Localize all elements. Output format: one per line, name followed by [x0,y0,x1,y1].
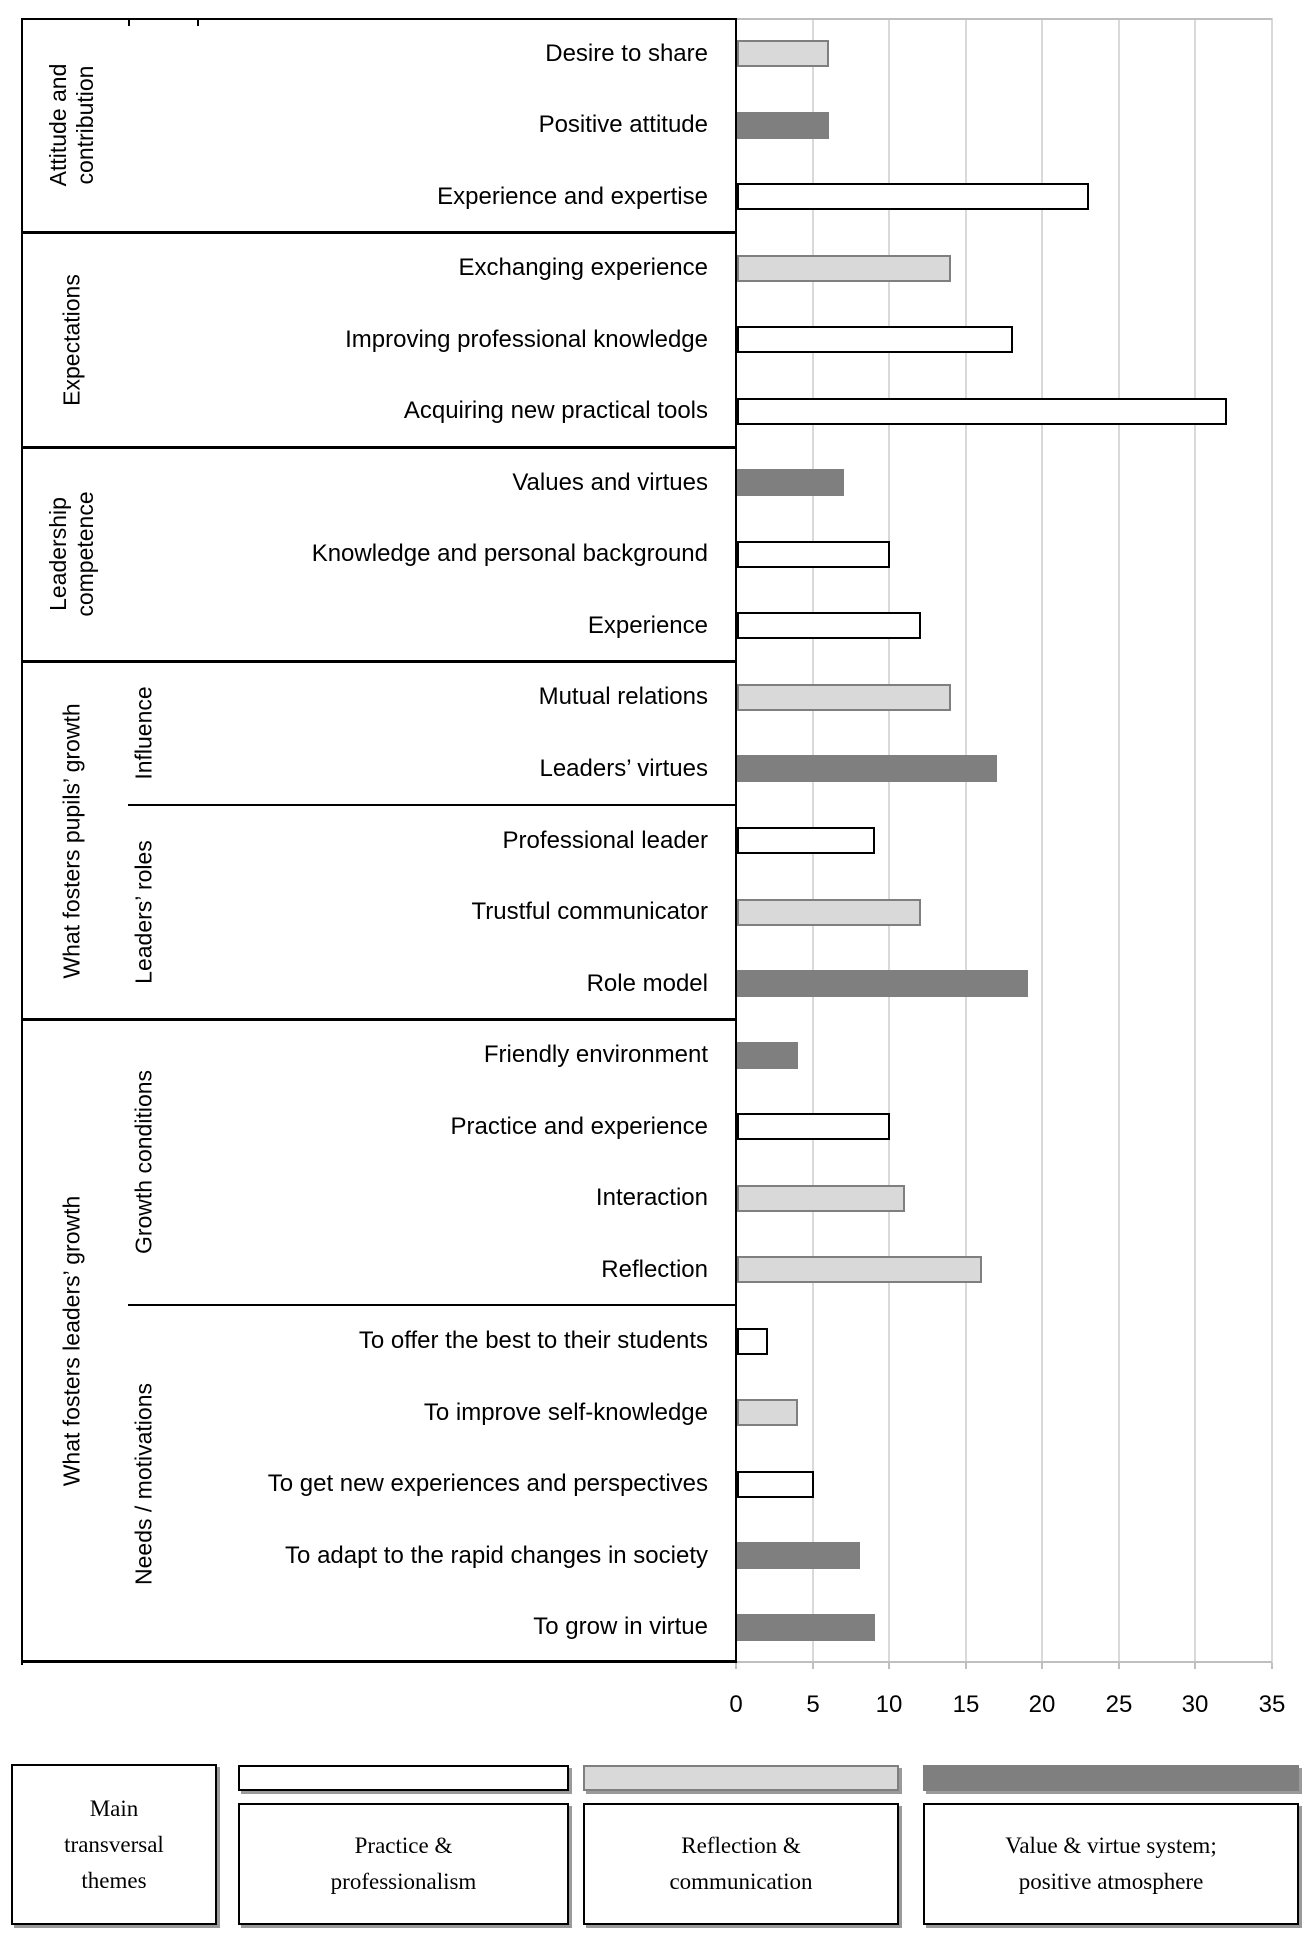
x-axis-tick [812,1663,814,1669]
category-label: Exchanging experience [458,254,708,281]
column-divider-tick [197,18,199,26]
bar-reflection [737,40,829,67]
category-label: Desire to share [545,40,708,67]
bar-reflection [737,684,951,711]
legend-main-themes-line: Main [89,1795,139,1821]
group-label-line: Expectations [58,274,85,406]
x-tick-label: 30 [1181,1691,1209,1718]
bar-value [737,469,844,496]
plot-top-border [736,18,1272,20]
legend-label-line: professionalism [330,1869,477,1894]
group-divider [21,446,736,449]
group-label [45,64,99,187]
category-label: Experience and expertise [437,183,708,210]
category-label: Mutual relations [538,683,708,710]
legend-main-themes-line: themes [81,1867,147,1893]
x-axis-tick [735,1663,737,1669]
bar-practice [737,1471,814,1498]
bar-value [737,1542,860,1569]
bar-practice [737,1328,768,1355]
category-label: Experience [587,612,708,639]
x-axis-tick [1194,1663,1196,1669]
x-tick-label: 15 [952,1691,980,1718]
category-label: To improve self-knowledge [423,1399,708,1426]
x-tick-label: 5 [806,1691,820,1718]
bar-practice [737,183,1089,210]
legend-main-themes-box [11,1764,217,1925]
subgroup-label-text: Influence [130,686,157,780]
category-label: Reflection [601,1256,708,1283]
legend-label-line: Practice & [354,1833,453,1858]
legend-label-line: Value & virtue system; [1005,1833,1217,1858]
category-label: Role model [586,970,708,997]
bar-reflection [737,255,951,282]
x-axis-tick [888,1663,890,1669]
category-label: To grow in virtue [533,1613,708,1640]
subgroup-label-text: Leaders’ roles [130,840,157,984]
group-divider [21,660,736,663]
legend-label-line: positive atmosphere [1018,1869,1204,1894]
category-label: Friendly environment [483,1041,708,1068]
category-label: To adapt to the rapid changes in society [285,1542,708,1569]
bar-value [737,970,1028,997]
group-divider [21,1018,736,1021]
plot-gridline [1271,18,1273,1663]
x-axis-tick [1118,1663,1120,1669]
bar-value [737,755,997,782]
bar-practice [737,541,890,568]
subgroup-divider [128,804,736,806]
group-label [59,274,86,406]
x-tick-label: 35 [1258,1691,1286,1718]
legend-label-practice-professionalism [238,1803,569,1925]
group-divider [21,231,736,234]
bar-practice [737,398,1227,425]
legend-label-line: Reflection & [681,1833,801,1858]
category-label: To get new experiences and perspectives [267,1470,708,1497]
bar-value [737,112,829,139]
bar-reflection [737,899,921,926]
x-axis-tick [1041,1663,1043,1669]
bar-reflection [737,1185,905,1212]
x-tick-label: 10 [875,1691,903,1718]
group-label-line: What fosters pupils’ growth [58,703,85,979]
category-label: Interaction [595,1184,708,1211]
category-label: Positive attitude [538,111,708,138]
label-area-bottom-border [21,1660,736,1663]
x-tick-label: 25 [1105,1691,1133,1718]
x-axis-tick [1271,1663,1273,1669]
category-label: Trustful communicator [471,898,708,925]
category-axis-line [735,18,737,1663]
bar-practice [737,612,921,639]
category-label: Acquiring new practical tools [403,397,708,424]
legend-label-line: communication [669,1869,813,1894]
category-label: Professional leader [502,827,708,854]
category-label: To offer the best to their students [358,1327,708,1354]
bar-value [737,1614,875,1641]
plot-gridline [1194,18,1196,1663]
category-label: Practice and experience [450,1113,708,1140]
group-label-line: competence [72,491,98,617]
bar-reflection [737,1256,982,1283]
group-label [45,491,99,616]
category-label: Values and virtues [512,469,708,496]
bar-practice [737,1113,890,1140]
plot-bottom-border [736,1661,1272,1663]
legend-label-value-virtue [923,1803,1299,1925]
legend-swatch-value-virtue [923,1765,1299,1791]
label-area-left-border [21,18,23,1665]
group-label-line: Leadership [45,497,71,611]
bar-reflection [737,1399,798,1426]
bar-practice [737,326,1013,353]
category-label: Leaders’ virtues [539,755,708,782]
category-label: Knowledge and personal background [311,540,708,567]
subgroup-label [131,1070,158,1254]
group-label-line: What fosters leaders’ growth [58,1195,85,1487]
x-tick-label: 20 [1028,1691,1056,1718]
group-label [59,1196,86,1487]
group-label-line: Attitude and [45,63,71,187]
x-tick-label: 0 [729,1691,743,1718]
bar-practice [737,827,875,854]
plot-gridline [1118,18,1120,1663]
legend-main-themes-line: transversal [64,1831,164,1857]
x-axis-tick [965,1663,967,1669]
subgroup-label-text: Growth conditions [130,1069,157,1255]
column-divider-tick [128,18,130,26]
group-label [59,703,86,978]
group-label-line: contribution [72,65,98,185]
legend-swatch-practice-professionalism [238,1765,569,1791]
legend-label-reflection-communication [583,1803,899,1925]
subgroup-divider [128,1304,736,1306]
legend-swatch-reflection-communication [583,1765,899,1791]
bar-value [737,1042,798,1069]
plot-gridline [965,18,967,1663]
plot-gridline [1041,18,1043,1663]
subgroup-label-text: Needs / motivations [130,1383,157,1585]
category-label: Improving professional knowledge [345,326,708,353]
